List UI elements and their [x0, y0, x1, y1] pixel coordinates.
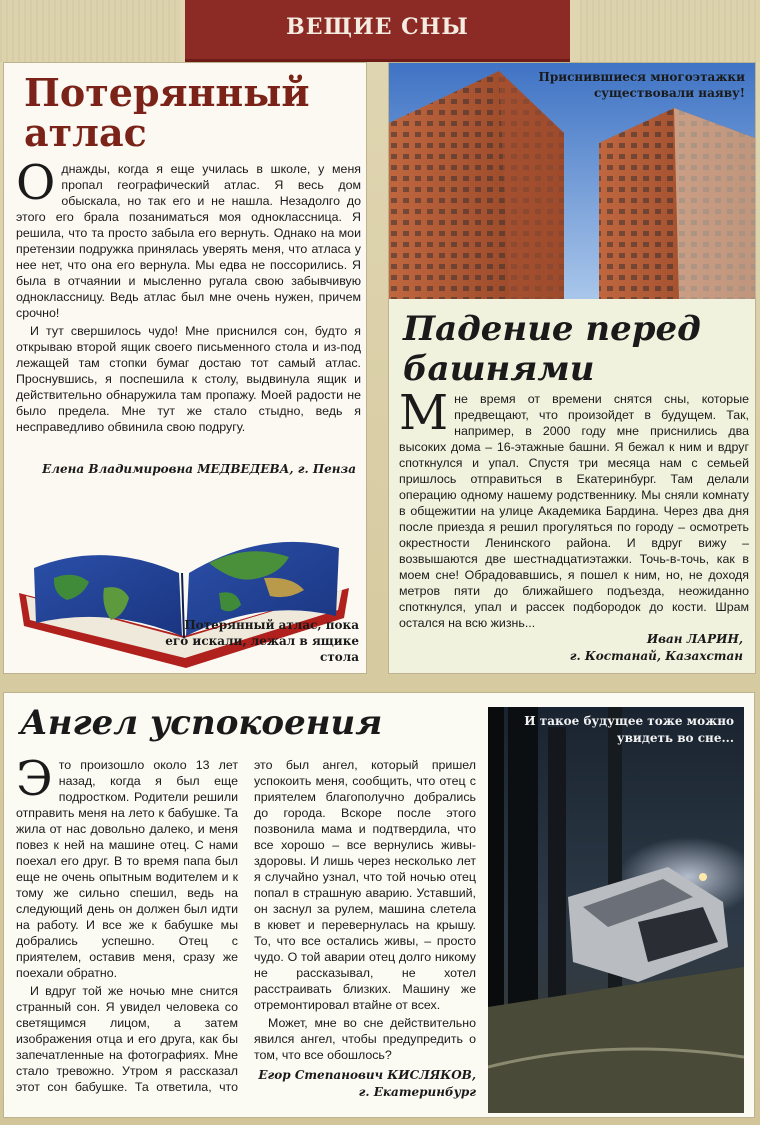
title-line: башнями	[403, 349, 595, 389]
paragraph: И вдруг той же ночью мне снится странный сон. Я увидел человека со светящимся лицом, а затем изображения отца и его друга, как бы запечатленные на фотографиях. Мне стало тревожно. Утром я рассказал этот сон бабушке. Та ответила, что это был ангел, который пришел успокоить меня, сообщить, что отец с приятелем благополучно добрались до города. Вскоре после этого позвонила мама и подтвердила, что все хорошо – все вернулись живы-здоровы. И лишь через несколько лет я случайно узнал, что той ночью отец попал в страшную аварию. Уставший, он заснул за рулем, машина слетела в кювет и перевернулась на крышу. То, что все остались живы, – просто чудо. О той аварии отец долго никому не рассказывал, не хотел расстраивать близких. Машину же отремонтировал втайне от всех.	[16, 758, 476, 1094]
article-body	[16, 751, 476, 1101]
article-body	[399, 385, 749, 631]
paragraph-text: не время от времени снятся сны, которые предвещают, что произойдет в будущем. Так, например, в 2000 году мне приснились два высоких дома – 16-этажные башни. Я бежал к ним и вдруг споткнулся и упал. Спустя три месяца нам с семьей пришлось отправиться в Екатеринбург. Там делали операцию одному нашему родственнику. Мы сняли комнату в общежитии на улице Академика Бардина. Через два дня после приезда я решил прогуляться по городу – осмотреть окрестности Ленинского района. И вдруг вижу – возвышаются две шестнадцатиэтажки. Точь-в-точь, как в моем сне! Обрадовавшись, я пошел к ним, но, не доходя метров пяти до ближайшего подъезда, неожиданно споткнулся, упал и рассек подбородок до кости. Шрам остался на всю жизнь...	[399, 392, 749, 630]
section-header	[185, 0, 570, 62]
article-title	[403, 309, 748, 389]
paragraph-text: то произошло около 13 лет назад, когда я был еще подростком. Родители решили отправить меня на лето к бабушке. Та жила от нас довольно далеко, и меня повез к ней на машине отец. С нами поехал его друг. В то время папа был еще не очень опытным водителем и к тому же сильно спешил, ведь на следующий день он должен был идти на работу. И все же к бабушке мы добрались успешно. Отец с приятелем, оставив меня, сразу же поехали обратно.	[16, 758, 238, 980]
paragraph	[16, 155, 361, 321]
title-line: атлас	[24, 110, 147, 155]
paragraph	[16, 751, 238, 981]
photo-caption	[514, 713, 734, 747]
caption-line: существовали наяву!	[593, 86, 745, 100]
caption-line: Потерянный атлас, пока	[184, 618, 359, 632]
title-line: Потерянный	[24, 70, 310, 115]
article-fall-before-towers	[388, 62, 756, 674]
drop-cap: Э	[16, 751, 53, 807]
caption-line: его искали, лежал в ящике стола	[165, 634, 359, 664]
photo-caption	[525, 69, 745, 101]
signature-name: Иван ЛАРИН,	[646, 632, 743, 646]
author-signature	[493, 631, 743, 665]
signature-city: г. Екатеринбург	[358, 1085, 476, 1099]
article-title	[24, 70, 354, 155]
author-signature	[254, 1067, 476, 1101]
signature-name: Егор Степанович КИСЛЯКОВ,	[258, 1068, 476, 1082]
paragraph: Может, мне во сне действительно явился ангел, чтобы предупредить о том, что все обошлось?	[254, 1016, 476, 1062]
header-decoration-right	[580, 0, 760, 62]
article-body	[16, 155, 361, 437]
paragraph-text: днажды, когда я еще училась в школе, у меня пропал географический атлас. Я весь дом обыскала, но так его и не нашла. Незадолго до этого его брала позаниматься моя одноклассница. Я решила, что та просто забыла его вернуть. Однако на мои претензии подружка принялась уверять меня, что атласа у нее нет, что она его вернула. Мы едва не поссорились. Я была в отчаянии и мысленно ругала свою забывчивую одноклассницу. Ведь атлас был мне очень нужен, причем срочно!	[16, 162, 361, 320]
article-title: Ангел успокоения	[20, 703, 383, 743]
author-signature: Елена Владимировна МЕДВЕДЕВА, г. Пенза	[42, 462, 356, 476]
article-angel-of-calm	[3, 692, 755, 1118]
car-crash-photo	[488, 707, 744, 1113]
image-caption	[154, 617, 359, 665]
article-lost-atlas	[3, 62, 367, 674]
header-decoration-left	[0, 0, 180, 62]
caption-line: Приснившиеся многоэтажки	[538, 70, 745, 84]
caption-line: увидеть во сне...	[616, 731, 734, 745]
section-title: ВЕЩИЕ СНЫ	[286, 14, 469, 40]
paragraph: И тут свершилось чудо! Мне приснился сон, будто я открываю второй ящик своего письменного стола и из-под лежащей там стопки бумаг достаю тот самый атлас. Проснувшись, я поспешила к столу, выдвинула ящик и действительно обнаружила там пропажу. Моей радости не было предела. Мне тут же стало стыдно, ведь я несправедливо обвинила свою подругу.	[16, 324, 361, 434]
signature-city: г. Костанай, Казахстан	[569, 649, 743, 663]
caption-line: И такое будущее тоже можно	[524, 714, 734, 728]
title-line: Падение перед	[403, 309, 701, 349]
drop-cap: О	[16, 155, 56, 211]
drop-cap: М	[399, 385, 449, 441]
